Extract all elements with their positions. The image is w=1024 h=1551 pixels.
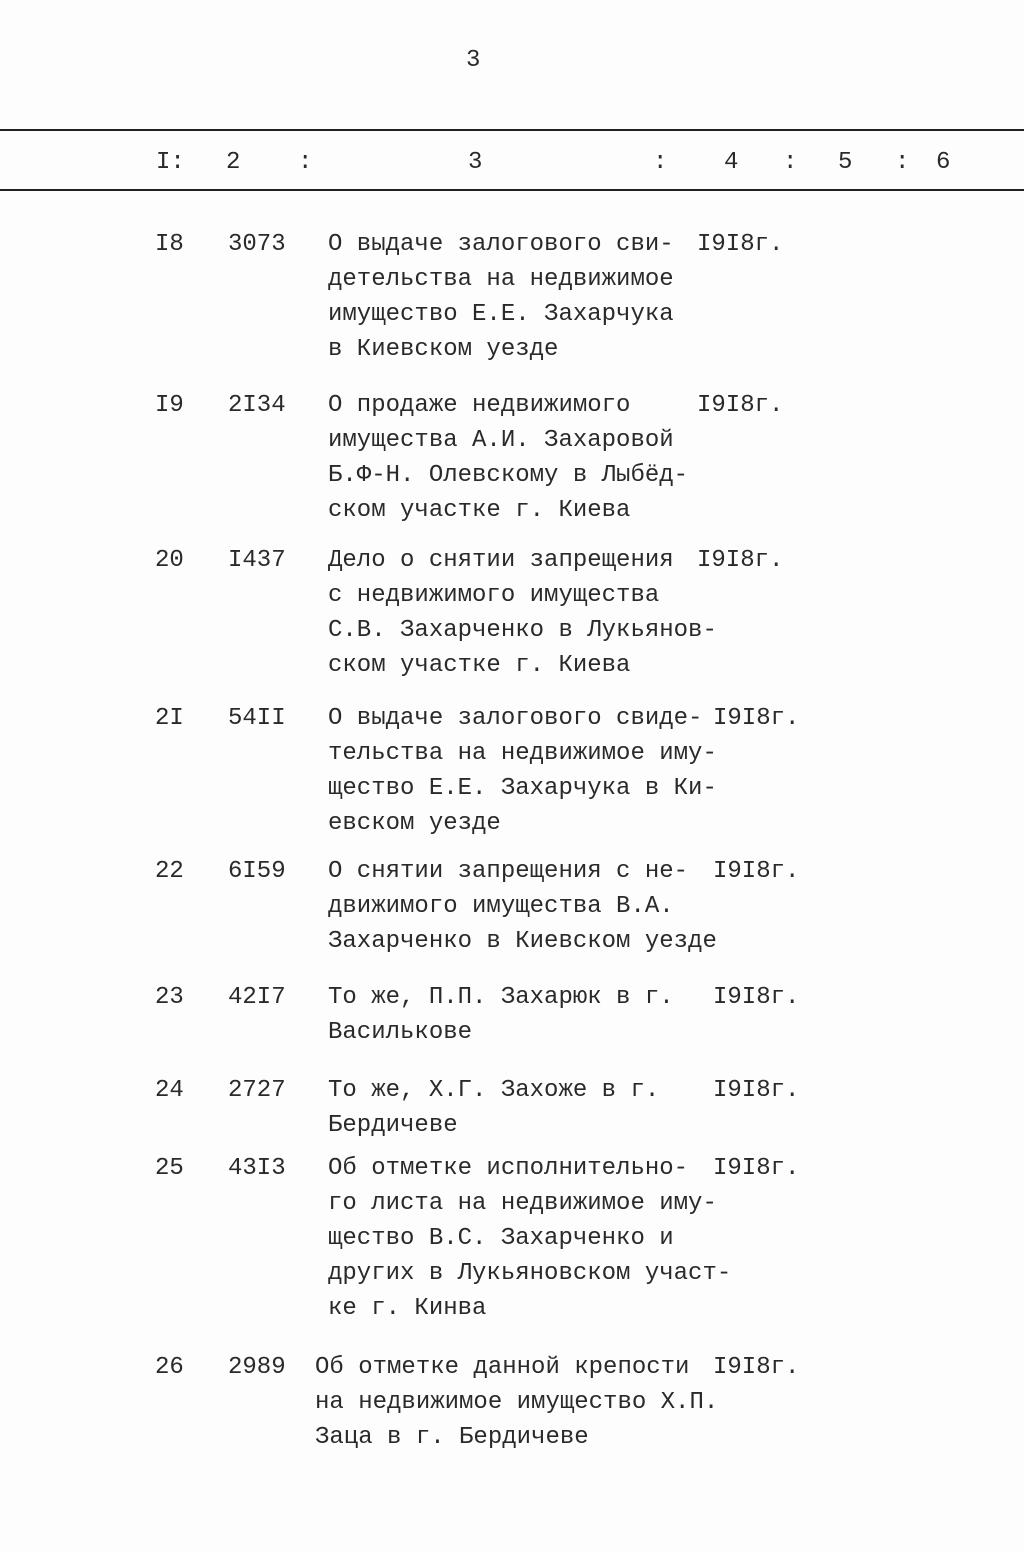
entry-year: I9I8г. [697, 547, 784, 574]
entry-year: I9I8г. [713, 858, 800, 885]
description-line: О снятии запрещения с не- [328, 858, 689, 885]
description-line: То же, П.П. Захарюк в г. [328, 984, 674, 1011]
description-line: щество Е.Е. Захарчука в Ки- [328, 775, 717, 802]
entry-number: 20 [155, 547, 184, 574]
file-number: 3073 [228, 231, 286, 258]
description-line: ском участке г. Киева [328, 652, 631, 679]
description-line: ском участке г. Киева [328, 497, 631, 524]
entry-description [328, 980, 674, 1050]
description-line: О выдаче залогового сви- [328, 231, 674, 258]
file-number: 2I34 [228, 392, 286, 419]
file-number: I437 [228, 547, 286, 574]
description-line: Б.Ф-Н. Олевскому в Лыбёд- [328, 462, 689, 489]
description-line: в Киевском уезде [328, 336, 559, 363]
file-number: 2727 [228, 1077, 286, 1104]
description-line: Бердичеве [328, 1112, 458, 1139]
description-line: тельства на недвижимое иму- [328, 740, 717, 767]
entry-number: I8 [155, 231, 184, 258]
file-number: 42I7 [228, 984, 286, 1011]
column-header-3: 3 [468, 149, 483, 176]
description-line: щество В.С. Захарченко и [328, 1225, 674, 1252]
column-header-6: : [783, 149, 798, 176]
description-line: го листа на недвижимое иму- [328, 1190, 717, 1217]
description-line: на недвижимое имущество Х.П. [315, 1389, 719, 1416]
description-line: евском уезде [328, 810, 501, 837]
column-header-9: 6 [936, 149, 951, 176]
column-header-5: 4 [724, 149, 739, 176]
column-header-7: 5 [838, 149, 853, 176]
column-header-0: I: [156, 149, 185, 176]
description-line: О продаже недвижимого [328, 392, 631, 419]
description-line: Василькове [328, 1019, 473, 1046]
entry-year: I9I8г. [713, 705, 800, 732]
description-line: Об отметке данной крепости [315, 1354, 690, 1381]
entry-number: 26 [155, 1354, 184, 1381]
header-top-rule [0, 129, 1024, 131]
entry-description [315, 1350, 718, 1455]
column-header-4: : [653, 149, 668, 176]
description-line: Заца в г. Бердичеве [315, 1424, 589, 1451]
entry-number: 24 [155, 1077, 184, 1104]
entry-number: 22 [155, 858, 184, 885]
description-line: детельства на недвижимое [328, 266, 674, 293]
entry-description [328, 1151, 731, 1326]
description-line: с недвижимого имущества [328, 582, 660, 609]
column-header-2: : [298, 149, 313, 176]
file-number: 43I3 [228, 1155, 286, 1182]
entry-description [328, 854, 717, 959]
entry-description [328, 227, 674, 367]
description-line: Дело о снятии запрещения [328, 547, 674, 574]
entry-year: I9I8г. [697, 392, 784, 419]
description-line: движимого имущества В.А. [328, 893, 674, 920]
entry-number: 2I [155, 705, 184, 732]
description-line: Захарченко в Киевском уезде [328, 928, 717, 955]
entry-description [328, 1073, 659, 1143]
description-line: ке г. Кинва [328, 1295, 487, 1322]
file-number: 2989 [228, 1354, 286, 1381]
entry-year: I9I8г. [713, 1077, 800, 1104]
file-number: 6I59 [228, 858, 286, 885]
description-line: имущество Е.Е. Захарчука [328, 301, 674, 328]
entry-year: I9I8г. [713, 984, 800, 1011]
entry-number: 23 [155, 984, 184, 1011]
description-line: имущества А.И. Захаровой [328, 427, 674, 454]
description-line: С.В. Захарченко в Лукьянов- [328, 617, 717, 644]
column-header-8: : [895, 149, 910, 176]
file-number: 54II [228, 705, 286, 732]
entry-description [328, 388, 688, 528]
description-line: Об отметке исполнительно- [328, 1155, 689, 1182]
description-line: О выдаче залогового свиде- [328, 705, 703, 732]
entry-year: I9I8г. [713, 1354, 800, 1381]
entry-description [328, 543, 717, 683]
entry-description [328, 701, 717, 841]
entry-year: I9I8г. [713, 1155, 800, 1182]
entry-number: 25 [155, 1155, 184, 1182]
description-line: других в Лукьяновском участ- [328, 1260, 732, 1287]
entry-year: I9I8г. [697, 231, 784, 258]
header-bottom-rule [0, 189, 1024, 191]
page-number: 3 [466, 47, 481, 74]
description-line: То же, Х.Г. Захоже в г. [328, 1077, 660, 1104]
entry-number: I9 [155, 392, 184, 419]
column-header-1: 2 [226, 149, 241, 176]
